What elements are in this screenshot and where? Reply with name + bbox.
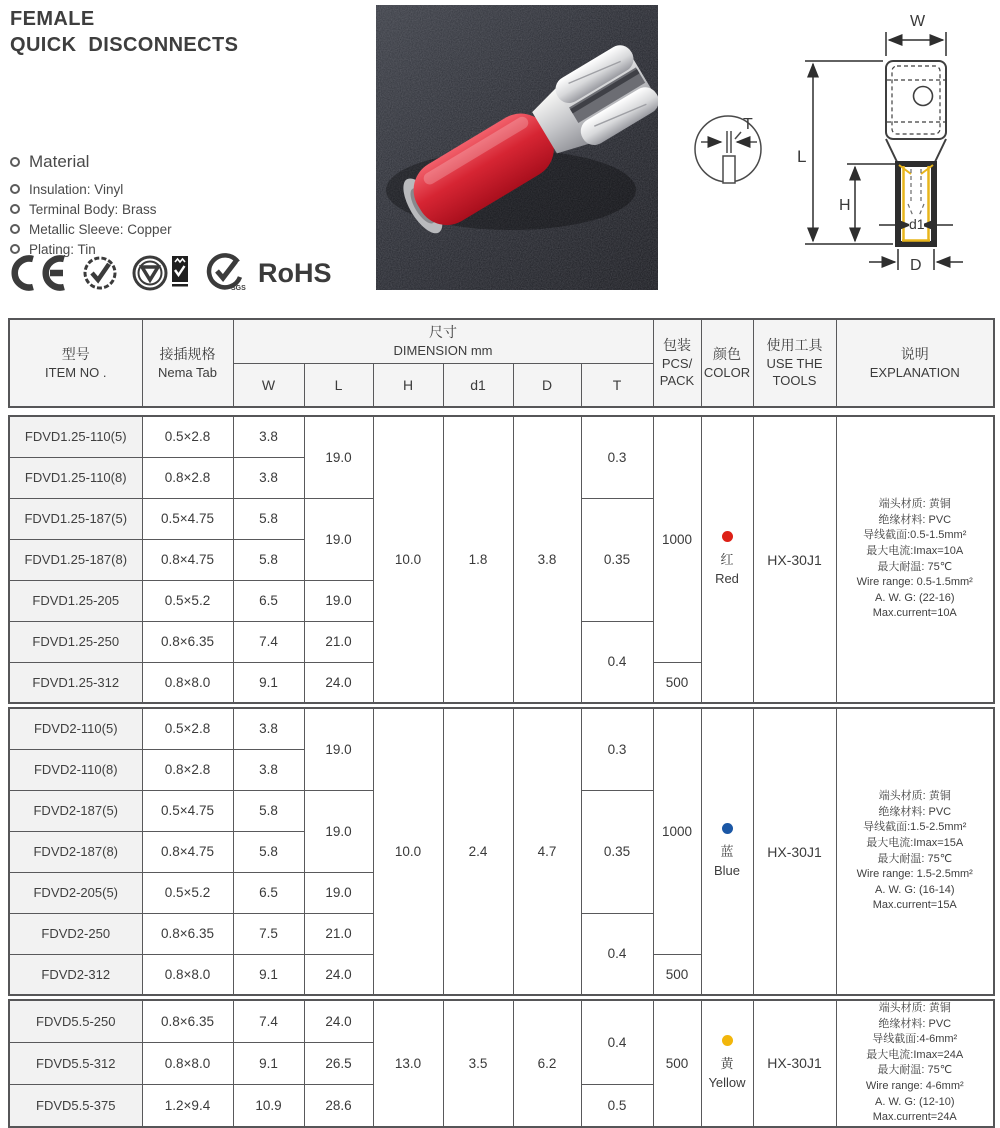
item-no-cell: FDVD1.25-205: [9, 580, 142, 621]
color-zh: 红: [720, 551, 734, 567]
dim-l-cell: 19.0: [304, 708, 373, 790]
col-header-d: D: [513, 363, 581, 407]
explanation-cell: 端头材质: 黄铜 绝缘材料: PVC 导线截面:4-6mm² 最大电流:Imax=24A 最大耐温: 75℃ Wire range: 4-6mm² A. W. G: (12-10) Max.current=24A: [836, 1000, 994, 1127]
dim-l-cell: 24.0: [304, 662, 373, 703]
item-no-cell: FDVD1.25-187(8): [9, 539, 142, 580]
color-zh: 黄: [720, 1055, 734, 1071]
materials-heading: Material: [29, 152, 90, 171]
blue-dot-icon: [722, 823, 733, 834]
item-no-cell: FDVD5.5-250: [9, 1000, 142, 1042]
dim-l-cell: 21.0: [304, 913, 373, 954]
dim-l-cell: 26.5: [304, 1042, 373, 1084]
svg-text:SGS: SGS: [231, 285, 246, 292]
page-title-line1: FEMALE: [10, 8, 95, 30]
nema-tab-cell: 0.8×4.75: [142, 539, 233, 580]
table-row: [9, 1000, 994, 1042]
item-no-cell: FDVD1.25-187(5): [9, 498, 142, 539]
spec-table-group-red: [8, 415, 995, 704]
dim-w-cell: 6.5: [233, 580, 304, 621]
nema-tab-cell: 0.8×2.8: [142, 457, 233, 498]
dim-h-cell: 13.0: [373, 1000, 443, 1127]
material-item-label: Metallic Sleeve: Copper: [29, 221, 172, 237]
pack-cell: 500: [653, 662, 701, 703]
materials-heading-row: [10, 150, 172, 174]
bullet-icon: [10, 224, 20, 234]
nema-tab-cell: 0.5×4.75: [142, 498, 233, 539]
nema-tab-cell: 0.8×4.75: [142, 831, 233, 872]
dim-l-cell: 21.0: [304, 621, 373, 662]
material-item: [10, 179, 172, 199]
ukas-badge-icon: [130, 253, 194, 293]
table-row: [9, 416, 994, 457]
dim-d-cell: 6.2: [513, 1000, 581, 1127]
color-en: Red: [715, 571, 739, 587]
pack-cell: 500: [653, 1000, 701, 1127]
col-header-color: 颜色 COLOR: [701, 319, 753, 407]
bullet-icon: [10, 184, 20, 194]
nema-tab-cell: 0.5×5.2: [142, 580, 233, 621]
color-cell: [701, 708, 753, 995]
col-header-item: 型号 ITEM NO .: [9, 319, 142, 407]
nema-tab-cell: 0.5×5.2: [142, 872, 233, 913]
dim-w-cell: 10.9: [233, 1085, 304, 1127]
dim-w-cell: 3.8: [233, 457, 304, 498]
dim-l-cell: 24.0: [304, 954, 373, 995]
nema-tab-cell: 0.8×2.8: [142, 749, 233, 790]
item-no-cell: FDVD1.25-110(8): [9, 457, 142, 498]
spec-table-group-blue: [8, 707, 995, 996]
item-no-cell: FDVD5.5-375: [9, 1085, 142, 1127]
dim-t-cell: 0.5: [581, 1085, 653, 1127]
color-cell: [701, 1000, 753, 1127]
bullet-icon: [10, 157, 20, 167]
page-title: [10, 6, 238, 59]
dim-w-cell: 5.8: [233, 498, 304, 539]
dim-d1-cell: 1.8: [443, 416, 513, 703]
tool-cell: HX-30J1: [753, 1000, 836, 1127]
item-no-cell: FDVD1.25-250: [9, 621, 142, 662]
nema-tab-cell: 0.5×2.8: [142, 416, 233, 457]
spec-table-header: [8, 318, 995, 408]
nema-tab-cell: 0.8×8.0: [142, 662, 233, 703]
dimension-drawing: [683, 4, 995, 294]
tool-cell: HX-30J1: [753, 708, 836, 995]
col-header-explanation: 说明 EXPLANATION: [836, 319, 994, 407]
dim-h-cell: 10.0: [373, 708, 443, 995]
dim-w-cell: 9.1: [233, 1042, 304, 1084]
nema-tab-cell: 0.8×6.35: [142, 1000, 233, 1042]
nema-tab-cell: 0.5×2.8: [142, 708, 233, 749]
dim-d1-cell: 3.5: [443, 1000, 513, 1127]
nema-tab-cell: 0.5×4.75: [142, 790, 233, 831]
dim-w-cell: 7.5: [233, 913, 304, 954]
dim-l-cell: 19.0: [304, 872, 373, 913]
col-header-d1: d1: [443, 363, 513, 407]
dim-t-cell: 0.3: [581, 416, 653, 498]
nema-tab-cell: 0.8×6.35: [142, 621, 233, 662]
dim-t-cell: 0.35: [581, 498, 653, 621]
table-row: [9, 708, 994, 749]
dim-t-cell: 0.3: [581, 708, 653, 790]
materials-list: [10, 150, 172, 259]
dim-l-cell: 28.6: [304, 1085, 373, 1127]
dim-w-cell: 7.4: [233, 1000, 304, 1042]
dim-d-cell: 4.7: [513, 708, 581, 995]
color-en: Blue: [713, 863, 741, 879]
item-no-cell: FDVD5.5-312: [9, 1042, 142, 1084]
page-title-line2: QUICK DISCONNECTS: [10, 34, 239, 57]
dim-label-h: H: [839, 197, 851, 214]
dim-label-t: T: [743, 116, 753, 133]
col-header-w: W: [233, 363, 304, 407]
material-item: [10, 219, 172, 239]
item-no-cell: FDVD2-312: [9, 954, 142, 995]
nema-tab-cell: 0.8×8.0: [142, 954, 233, 995]
dim-w-cell: 3.8: [233, 708, 304, 749]
material-item-label: Terminal Body: Brass: [29, 201, 157, 217]
material-item-label: Plating: Tin: [29, 241, 96, 257]
red-dot-icon: [722, 531, 733, 542]
rohs-label: RoHS: [258, 257, 332, 288]
col-header-dimension: 尺寸 DIMENSION mm: [233, 319, 653, 363]
ce-mark-icon: [8, 254, 70, 292]
dim-label-l: L: [797, 147, 807, 166]
dim-l-cell: 24.0: [304, 1000, 373, 1042]
dim-d1-cell: 2.4: [443, 708, 513, 995]
iso-check-badge-icon: [81, 254, 119, 292]
pack-cell: 1000: [653, 708, 701, 954]
col-header-h: H: [373, 363, 443, 407]
dim-t-cell: 0.35: [581, 790, 653, 913]
nema-tab-cell: 0.8×8.0: [142, 1042, 233, 1084]
sgs-check-badge-icon: [205, 253, 247, 293]
dim-l-cell: 19.0: [304, 416, 373, 498]
yellow-dot-icon: [722, 1035, 733, 1046]
dim-label-d: D: [910, 257, 922, 274]
dim-l-cell: 19.0: [304, 580, 373, 621]
dim-h-cell: 10.0: [373, 416, 443, 703]
dim-w-cell: 9.1: [233, 662, 304, 703]
dim-label-w: W: [910, 13, 926, 30]
dim-l-cell: 19.0: [304, 790, 373, 872]
dim-t-cell: 0.4: [581, 621, 653, 703]
color-zh: 蓝: [720, 843, 734, 859]
nema-tab-cell: 1.2×9.4: [142, 1085, 233, 1127]
color-en: Yellow: [708, 1075, 746, 1091]
item-no-cell: FDVD2-205(5): [9, 872, 142, 913]
item-no-cell: FDVD2-110(8): [9, 749, 142, 790]
pack-cell: 1000: [653, 416, 701, 662]
dim-w-cell: 9.1: [233, 954, 304, 995]
item-no-cell: FDVD2-187(5): [9, 790, 142, 831]
explanation-cell: 端头材质: 黄铜 绝缘材料: PVC 导线截面:0.5-1.5mm² 最大电流:Imax=10A 最大耐温: 75℃ Wire range: 0.5-1.5mm² A. W. G: (22-16) Max.current=10A: [836, 416, 994, 703]
material-item-label: Insulation: Vinyl: [29, 181, 124, 197]
certification-marks: [8, 252, 332, 294]
dim-w-cell: 3.8: [233, 416, 304, 457]
dim-l-cell: 19.0: [304, 498, 373, 580]
col-header-pack: 包装 PCS/ PACK: [653, 319, 701, 407]
product-photo: [376, 5, 658, 290]
item-no-cell: FDVD1.25-110(5): [9, 416, 142, 457]
nema-tab-cell: 0.8×6.35: [142, 913, 233, 954]
item-no-cell: FDVD1.25-312: [9, 662, 142, 703]
dim-t-cell: 0.4: [581, 1000, 653, 1085]
dim-w-cell: 5.8: [233, 539, 304, 580]
pack-cell: 500: [653, 954, 701, 995]
bullet-icon: [10, 204, 20, 214]
explanation-cell: 端头材质: 黄铜 绝缘材料: PVC 导线截面:1.5-2.5mm² 最大电流:Imax=15A 最大耐温: 75℃ Wire range: 1.5-2.5mm² A. W. G: (16-14) Max.current=15A: [836, 708, 994, 995]
dim-w-cell: 5.8: [233, 831, 304, 872]
col-header-t: T: [581, 363, 653, 407]
item-no-cell: FDVD2-187(8): [9, 831, 142, 872]
tool-cell: HX-30J1: [753, 416, 836, 703]
insulation-sleeve: [898, 164, 934, 244]
item-no-cell: FDVD2-110(5): [9, 708, 142, 749]
dim-w-cell: 6.5: [233, 872, 304, 913]
dim-label-d1: d1: [909, 216, 925, 232]
spec-table-group-yellow: [8, 999, 995, 1128]
dim-w-cell: 5.8: [233, 790, 304, 831]
item-no-cell: FDVD2-250: [9, 913, 142, 954]
col-header-nema: 接插规格 Nema Tab: [142, 319, 233, 407]
color-cell: [701, 416, 753, 703]
dim-w-cell: 7.4: [233, 621, 304, 662]
dim-w-cell: 3.8: [233, 749, 304, 790]
col-header-l: L: [304, 363, 373, 407]
material-item: [10, 199, 172, 219]
dim-t-cell: 0.4: [581, 913, 653, 995]
dim-d-cell: 3.8: [513, 416, 581, 703]
col-header-tools: 使用工具 USE THE TOOLS: [753, 319, 836, 407]
